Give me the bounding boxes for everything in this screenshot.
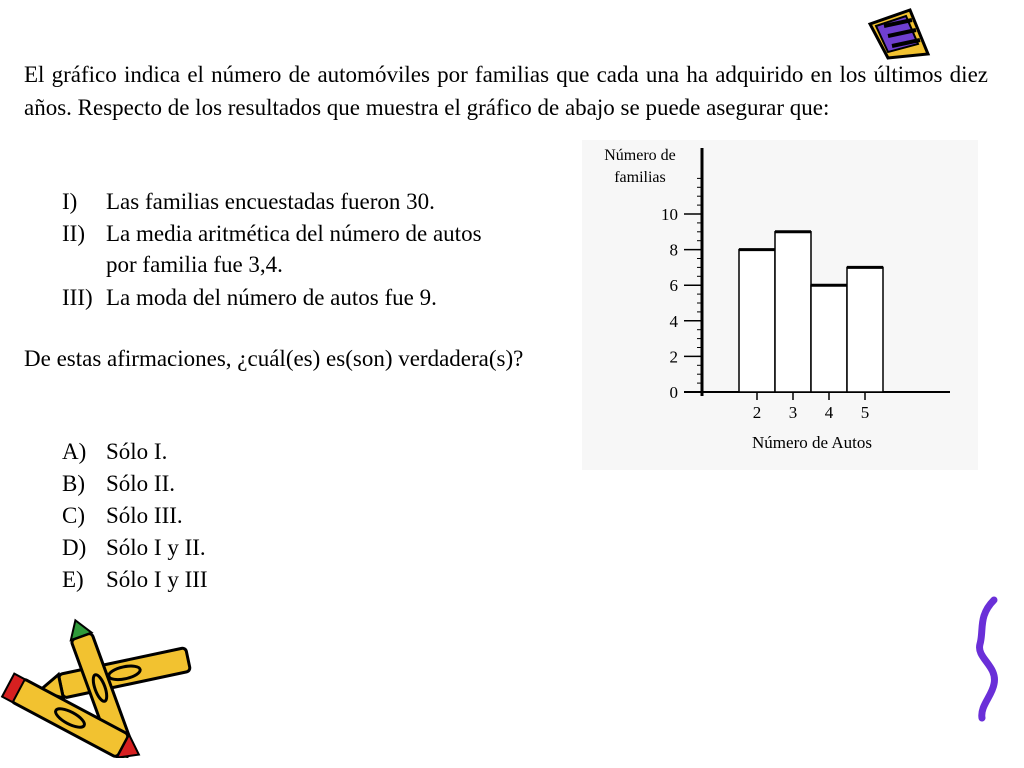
y-tick-label: 4: [669, 311, 678, 331]
notebook-icon: [866, 6, 932, 65]
statement-number: I): [62, 189, 78, 214]
x-tick-label: 3: [788, 403, 798, 422]
crayons-icon: [0, 618, 210, 763]
statement-1: [62, 186, 435, 217]
statement-number: II): [62, 221, 85, 246]
option-text: Sólo I y III: [106, 567, 208, 592]
y-tick-label: 8: [669, 240, 678, 260]
swirl-icon: [970, 596, 1006, 727]
intro-paragraph: El gráfico indica el número de automóviles por familias que cada una ha adquirido en los últimos diez años. Respecto de los resultados que muestra el gráfico de abajo se puede asegurar que:: [24, 62, 988, 120]
statement-3: [62, 282, 437, 313]
option-letter: B): [62, 471, 85, 496]
option-b: [62, 468, 175, 499]
statement-text: La moda del número de autos fue 9.: [106, 285, 437, 310]
question-text: De estas afirmaciones, ¿cuál(es) es(son) verdadera(s)?: [24, 346, 524, 371]
x-axis-label: Número de Autos: [752, 433, 872, 452]
option-text: Sólo I.: [106, 439, 168, 464]
option-text: Sólo III.: [106, 503, 183, 528]
option-a: [62, 436, 167, 467]
bar: [739, 250, 775, 392]
statement-2: [62, 218, 482, 280]
y-tick-label: 6: [669, 276, 678, 296]
option-text: Sólo I y II.: [106, 535, 206, 560]
bar-chart: [582, 140, 978, 470]
y-tick-label: 10: [661, 205, 678, 224]
option-letter: E): [62, 567, 84, 592]
x-tick-label: 4: [824, 403, 834, 422]
bar: [775, 232, 811, 392]
option-c: [62, 500, 183, 531]
statement-text-continued: por familia fue 3,4.: [106, 252, 283, 277]
option-d: [62, 532, 206, 563]
statement-number: III): [62, 285, 93, 310]
y-tick-label: 2: [669, 347, 678, 367]
option-letter: C): [62, 503, 85, 528]
bar: [811, 285, 847, 392]
y-axis-label-line2: familias: [614, 169, 666, 186]
statement-text: La media aritmética del número de autos: [106, 221, 482, 246]
option-e: [62, 564, 208, 595]
bar: [847, 267, 883, 392]
y-tick-label: 0: [669, 383, 678, 402]
x-tick-label: 2: [752, 403, 762, 422]
y-axis-label-line1: Número de: [604, 147, 676, 164]
option-text: Sólo II.: [106, 471, 175, 496]
x-tick-label: 5: [860, 403, 870, 422]
option-letter: A): [62, 439, 87, 464]
option-letter: D): [62, 535, 87, 560]
statement-text: Las familias encuestadas fueron 30.: [106, 189, 435, 214]
